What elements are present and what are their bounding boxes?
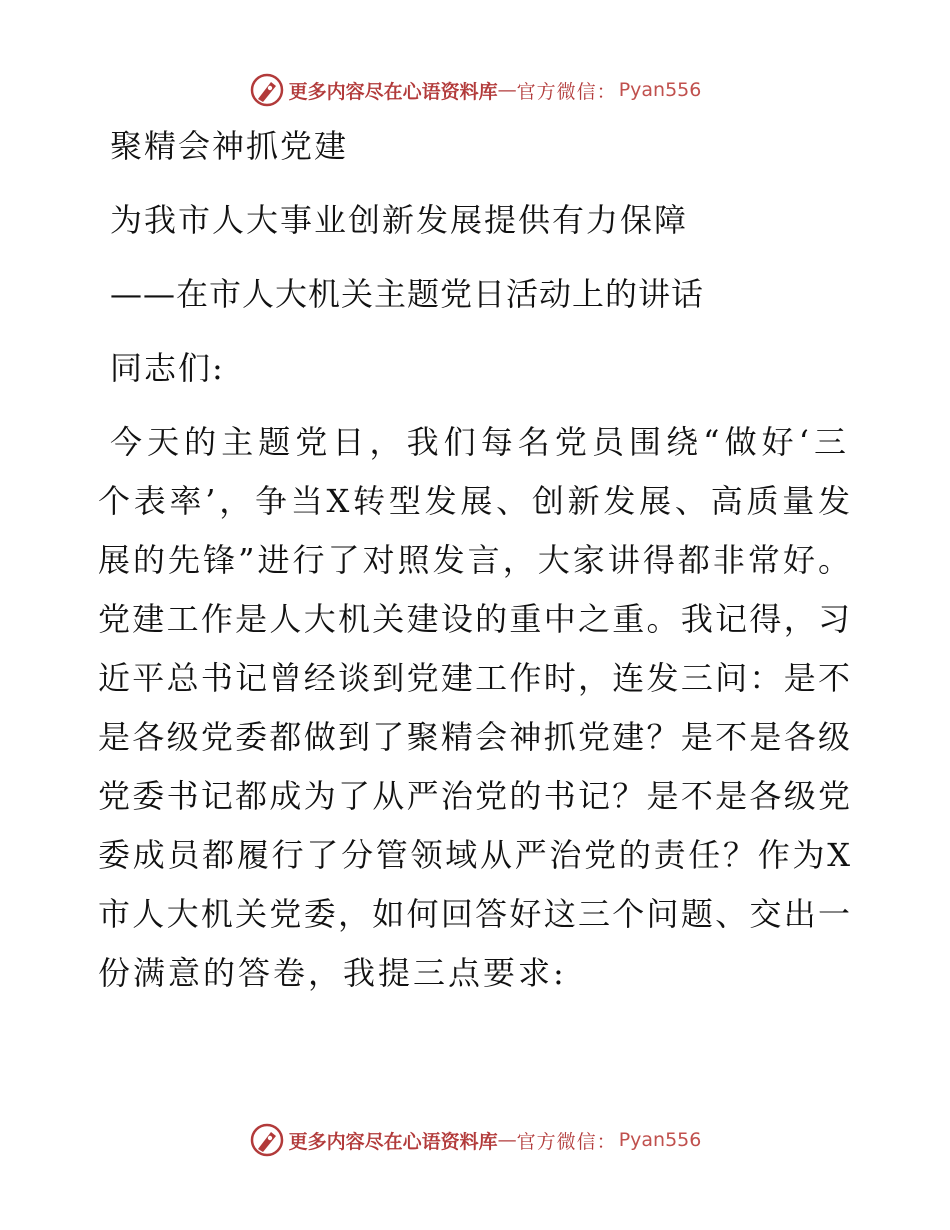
pen-nib-logo-icon (249, 72, 285, 108)
document-title: 聚精会神抓党建 (110, 127, 349, 165)
paragraph-line: 委成员都履行了分管领域从严治党的责任？作为X (98, 836, 850, 874)
document-speech-occasion: ——在市人大机关主题党日活动上的讲话 (110, 275, 705, 313)
watermark-official-label: 官方微信： (516, 80, 617, 103)
paragraph-line: 近平总书记曾经谈到党建工作时，连发三问：是不 (98, 659, 850, 697)
footer-watermark (0, 1120, 950, 1160)
paragraph-line: 是各级党委都做到了聚精会神抓党建？是不是各级 (98, 718, 850, 756)
watermark-site-name: 更多内容尽在心语资料库 (288, 80, 498, 103)
watermark-separator: — (497, 1129, 517, 1151)
paragraph-line: 份满意的答卷，我提三点要求: (98, 954, 567, 992)
paragraph-line: 党委书记都成为了从严治党的书记？是不是各级党 (98, 777, 850, 815)
watermark-separator: — (497, 79, 517, 101)
watermark-site-name: 更多内容尽在心语资料库 (288, 1130, 498, 1153)
paragraph-line: 今天的主题党日，我们每名党员围绕“做好‘三 (110, 423, 846, 461)
watermark-wechat-id: Pyan556 (618, 79, 702, 101)
paragraph-line: 展的先锋”进行了对照发言，大家讲得都非常好。 (98, 541, 850, 579)
paragraph-line: 党建工作是人大机关建设的重中之重。我记得，习 (98, 600, 850, 638)
watermark-wechat-id: Pyan556 (618, 1129, 702, 1151)
document-salutation: 同志们: (110, 349, 225, 387)
document-subtitle: 为我市人大事业创新发展提供有力保障 (110, 201, 689, 239)
pen-nib-logo-icon (249, 1122, 285, 1158)
header-watermark (0, 70, 950, 110)
paragraph-line: 个表率’，争当X转型发展、创新发展、高质量发 (98, 482, 850, 520)
watermark-official-label: 官方微信： (516, 1130, 617, 1153)
paragraph-line: 市人大机关党委，如何回答好这三个问题、交出一 (98, 895, 850, 933)
